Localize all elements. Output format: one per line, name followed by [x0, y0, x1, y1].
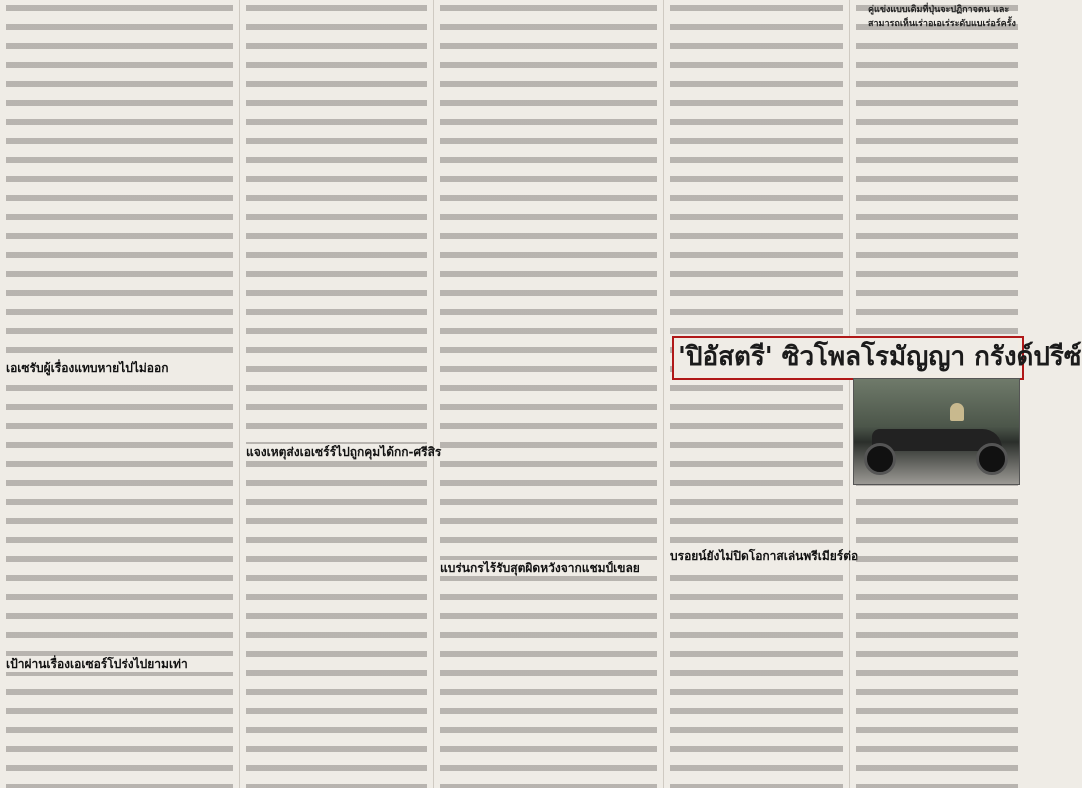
column-4: [664, 0, 859, 788]
subhead-col4: บรอยน์ยังไม่ปิดโอกาสเล่นพรีเมียร์ต่อ: [670, 549, 859, 563]
column-4-body-text: [670, 0, 859, 788]
column-3-body-text: [440, 0, 657, 788]
subhead-col3: แบร่นกรไร้รับสุตผิดหวังจากแชมป์เขลย: [440, 560, 657, 576]
race-photo: [853, 378, 1020, 485]
headline: 'ปิอัสตรี' ซิวโพลโรมัญญา กรังด์ปรีซ์: [678, 342, 1082, 372]
race-car-wheel-rear: [976, 443, 1008, 475]
race-car-wheel-front: [864, 443, 896, 475]
subhead-col1: เอเซรับผู้เรื่องแทบหายไปไม่ออก: [6, 360, 233, 376]
column-2-body-text: [246, 0, 442, 788]
subhead-col2: แจงเหตุส่งเอเซร์ร์ไปถูกคุมได้กก-ศรีสิร: [246, 445, 442, 459]
driver-helmet: [950, 403, 964, 421]
column-2: [240, 0, 442, 788]
column-1: [0, 0, 240, 788]
body-sample-line: คู่แข่งแบบเดิมที่ปุ่นจะปฏิกาจตน และ สามารถเห็นเร่าอเอเร่ระดับแบเร่อร์ครั้ง: [868, 5, 1016, 29]
subhead-col1b: เป้าผ่านเรื่องเอเซอร์โปร่งไปยามเท่า: [6, 656, 233, 672]
column-3: [434, 0, 664, 788]
